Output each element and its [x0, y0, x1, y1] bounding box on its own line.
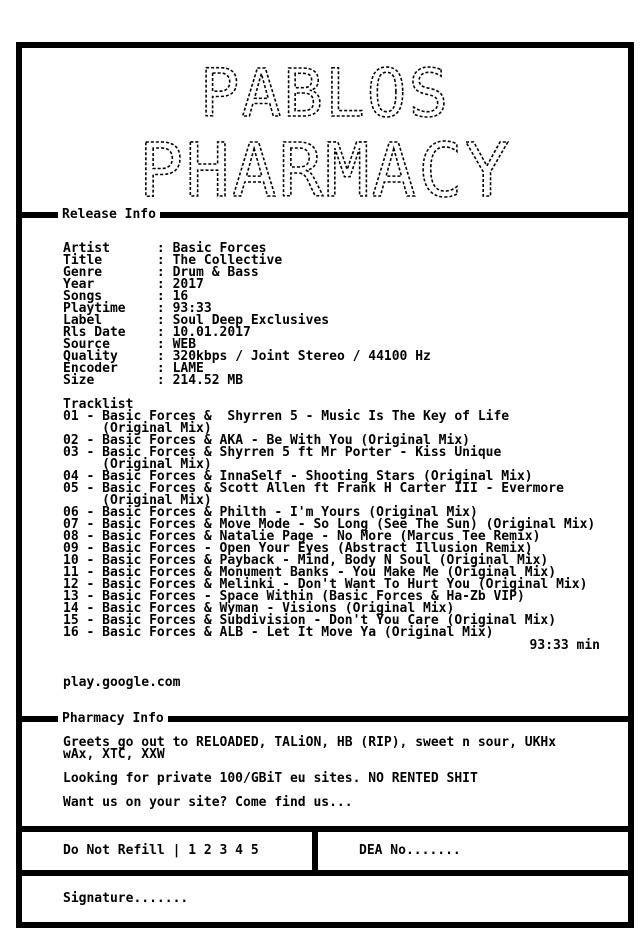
- release-field-value: 16: [172, 289, 189, 304]
- track-separator: -: [78, 553, 103, 568]
- track-separator: -: [78, 601, 103, 616]
- dea-number-label: DEA No.......: [359, 843, 461, 858]
- track-number: 05: [63, 481, 79, 496]
- nfo-frame: [16, 42, 634, 928]
- track-row: [63, 627, 595, 639]
- release-field-label: Songs: [63, 289, 157, 304]
- track-title: Basic Forces & Move Mode - So Long (See The Sun) (Original Mix): [102, 517, 596, 532]
- pablos-pharmacy-logo: [22, 54, 628, 204]
- track-title: Basic Forces & Philth - I'm Yours (Original Mix): [102, 505, 478, 520]
- release-info-heading: Release Info: [58, 208, 160, 222]
- track-title: Basic Forces & AKA - Be With You (Original Mix): [102, 433, 470, 448]
- track-number: 15: [63, 613, 79, 628]
- footer-divider-top: [22, 826, 628, 832]
- track-number: 16: [63, 625, 79, 640]
- footer-divider-bottom: [22, 870, 628, 876]
- release-field-label: Rls Date: [63, 325, 157, 340]
- track-title: Basic Forces & Melinki - Don't Want To Hurt You (Original Mix): [102, 577, 588, 592]
- track-number: 07: [63, 517, 79, 532]
- logo-line1: PABLOS: [199, 55, 451, 132]
- release-field-label: Size: [63, 373, 157, 388]
- release-field-label: Artist: [63, 241, 157, 256]
- release-field-value: Soul Deep Exclusives: [172, 313, 330, 328]
- release-field-separator: :: [156, 277, 173, 292]
- track-title: Basic Forces & Shyrren 5 - Music Is The Key of Life: [102, 409, 510, 424]
- release-field-value: Drum & Bass: [172, 265, 259, 280]
- track-separator: -: [78, 625, 103, 640]
- track-separator: -: [78, 409, 103, 424]
- site-invite-text: Want us on your site? Come find us...: [63, 795, 353, 810]
- track-title: Basic Forces & ALB - Let It Move Ya (Original Mix): [102, 625, 494, 640]
- track-separator: -: [78, 505, 103, 520]
- track-title: Basic Forces & Subdivision - Don't You Care (Original Mix): [102, 613, 557, 628]
- track-separator: -: [78, 589, 103, 604]
- track-number: 14: [63, 601, 79, 616]
- release-fields: [63, 243, 431, 387]
- greets-line1: Greets go out to RELOADED, TALiON, HB (RIP), sweet n sour, UKHx: [63, 735, 557, 750]
- release-field-label: Label: [63, 313, 157, 328]
- track-title-continuation: (Original Mix): [102, 421, 212, 436]
- track-title-continuation: (Original Mix): [102, 457, 212, 472]
- release-field-value: 320kbps / Joint Stereo / 44100 Hz: [172, 349, 431, 364]
- track-number: 13: [63, 589, 79, 604]
- track-number: 08: [63, 529, 79, 544]
- refill-label: Do Not Refill | 1 2 3 4 5: [63, 843, 259, 858]
- release-field-separator: :: [156, 313, 173, 328]
- track-separator: -: [78, 529, 103, 544]
- release-field-value: The Collective: [172, 253, 283, 268]
- track-title: Basic Forces - Space Within (Basic Forces & Ha-Zb VIP): [102, 589, 525, 604]
- source-link[interactable]: play.google.com: [63, 675, 181, 690]
- track-number: 11: [63, 565, 79, 580]
- release-field-value: 214.52 MB: [172, 373, 244, 388]
- track-separator: -: [78, 613, 103, 628]
- track-separator: -: [78, 541, 103, 556]
- track-number: 09: [63, 541, 79, 556]
- release-field-label: Source: [63, 337, 157, 352]
- release-field-label: Year: [63, 277, 157, 292]
- track-number: 03: [63, 445, 79, 460]
- track-separator: -: [78, 481, 103, 496]
- track-title: Basic Forces & InnaSelf - Shooting Stars (Original Mix): [102, 469, 533, 484]
- release-field-separator: :: [156, 241, 173, 256]
- track-number: 01: [63, 409, 79, 424]
- release-field-value: LAME: [172, 361, 204, 376]
- track-number: 06: [63, 505, 79, 520]
- track-title: Basic Forces & Wyman - Visions (Original Mix): [102, 601, 455, 616]
- release-field-value: 93:33: [172, 301, 212, 316]
- release-field-separator: :: [156, 361, 173, 376]
- track-separator: -: [78, 469, 103, 484]
- track-separator: -: [78, 577, 103, 592]
- track-number: 04: [63, 469, 79, 484]
- release-field-separator: :: [156, 301, 173, 316]
- release-field-label: Title: [63, 253, 157, 268]
- signature-label: Signature.......: [63, 891, 189, 906]
- track-separator: -: [78, 445, 103, 460]
- track-number: 02: [63, 433, 79, 448]
- track-title: Basic Forces - Open Your Eyes (Abstract Illusion Remix): [102, 541, 533, 556]
- track-title-continuation: (Original Mix): [102, 493, 212, 508]
- release-field-value: WEB: [172, 337, 197, 352]
- total-time: 93:33 min: [529, 638, 600, 653]
- release-field-value: 10.01.2017: [172, 325, 251, 340]
- private-sites-text: Looking for private 100/GBiT eu sites. NO RENTED SHIT: [63, 771, 478, 786]
- track-title: Basic Forces & Natalie Page - No More (Marcus Tee Remix): [102, 529, 541, 544]
- release-field-label: Encoder: [63, 361, 157, 376]
- release-field-value: 2017: [172, 277, 204, 292]
- release-field-separator: :: [156, 337, 173, 352]
- track-title: Basic Forces & Shyrren 5 ft Mr Porter - Kiss Unique: [102, 445, 502, 460]
- greets-line2: wAx, XTC, XXW: [63, 747, 165, 762]
- tracklist-heading: Tracklist: [63, 397, 134, 412]
- tracklist: [63, 411, 595, 639]
- track-number: 12: [63, 577, 79, 592]
- release-field-label: Playtime: [63, 301, 157, 316]
- release-field-row: [63, 375, 431, 387]
- footer-vertical-divider: [312, 826, 318, 876]
- release-field-label: Quality: [63, 349, 157, 364]
- track-number: 10: [63, 553, 79, 568]
- release-field-separator: :: [156, 253, 173, 268]
- track-separator: -: [78, 517, 103, 532]
- release-field-separator: :: [156, 325, 173, 340]
- track-title: Basic Forces & Scott Allen ft Frank H Carter III - Evermore: [102, 481, 564, 496]
- release-field-value: Basic Forces: [172, 241, 267, 256]
- release-field-separator: :: [156, 265, 173, 280]
- track-separator: -: [78, 433, 103, 448]
- release-field-separator: :: [156, 373, 173, 388]
- track-separator: -: [78, 565, 103, 580]
- pharmacy-info-heading: Pharmacy Info: [58, 712, 168, 726]
- release-field-separator: :: [156, 289, 173, 304]
- track-title: Basic Forces & Monument Banks - You Make Me (Original Mix): [102, 565, 557, 580]
- track-title: Basic Forces & Payback - Mind, Body N Soul (Original Mix): [102, 553, 549, 568]
- logo-line2: PHARMACY: [138, 128, 512, 204]
- release-field-separator: :: [156, 349, 173, 364]
- release-field-label: Genre: [63, 265, 157, 280]
